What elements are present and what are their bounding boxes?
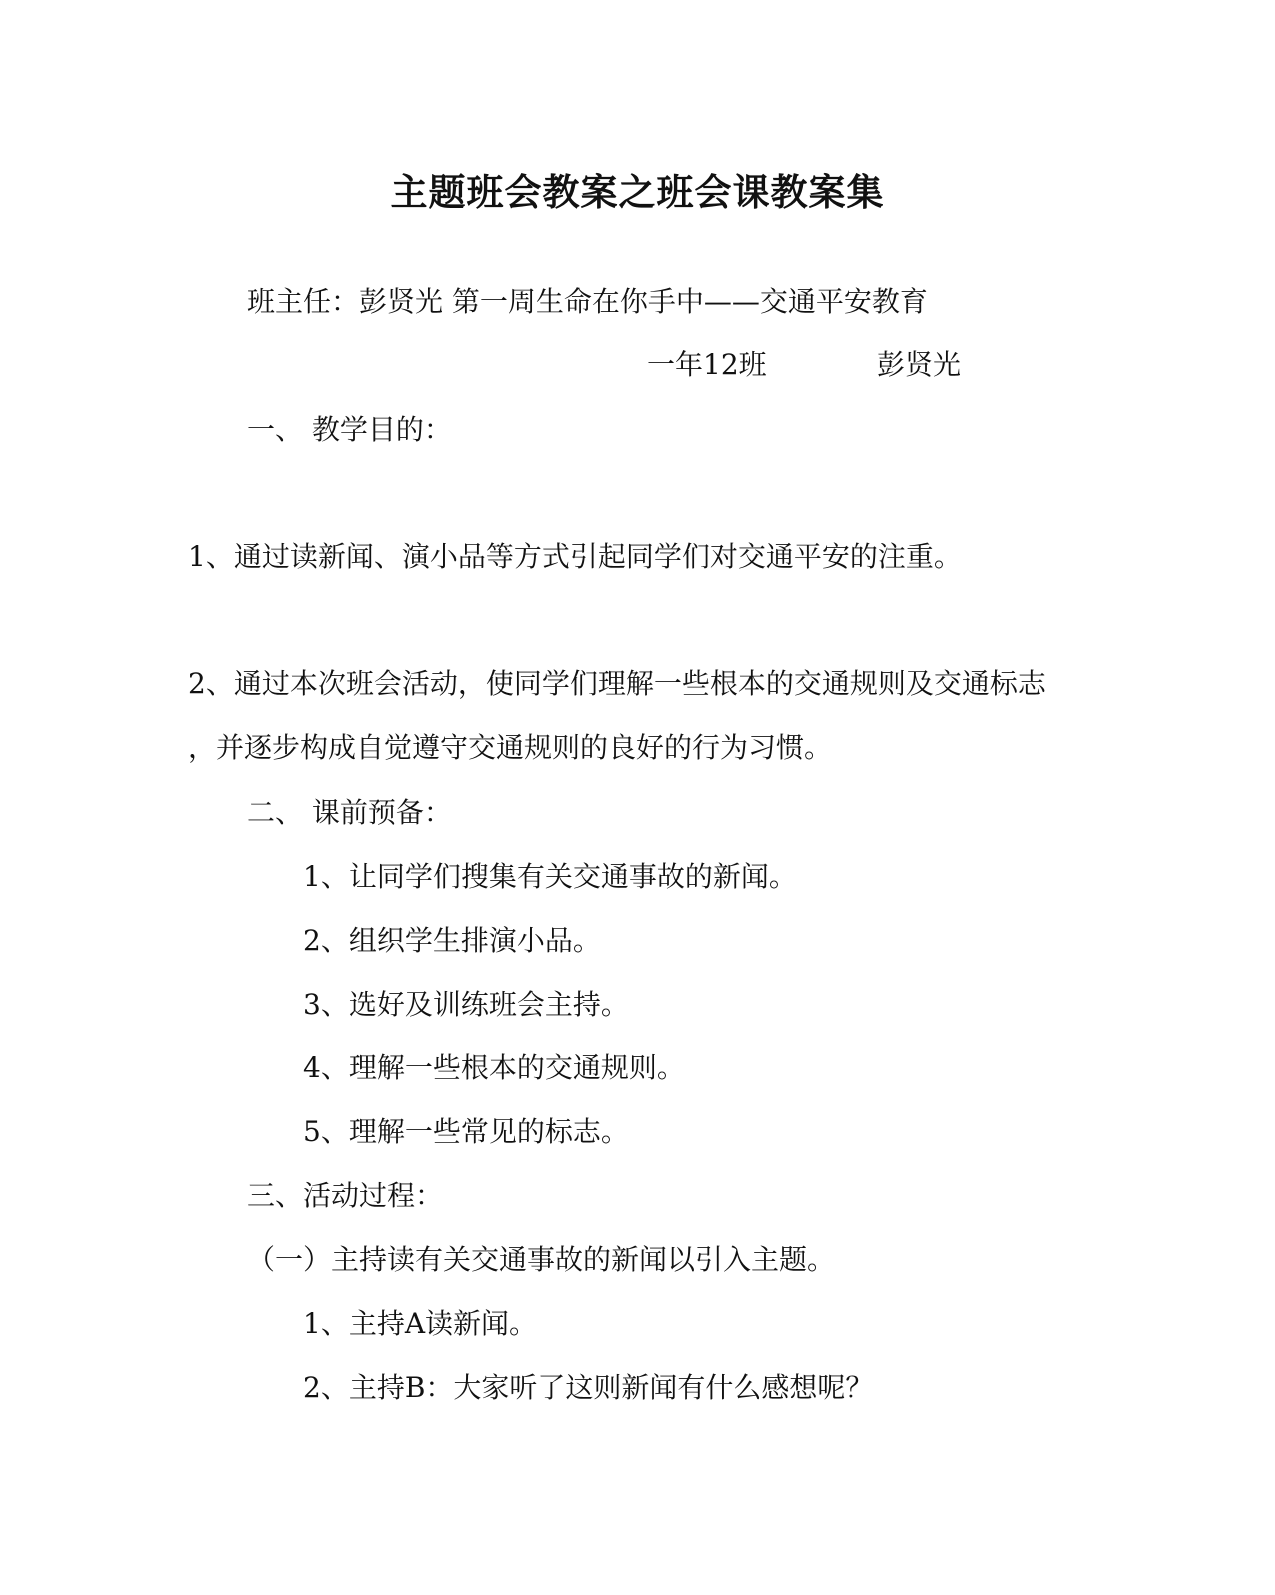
process-subheading: （一）主持读有关交通事故的新闻以引入主题。 — [247, 1243, 836, 1276]
preparation-item: 4、理解一些根本的交通规则。 — [303, 1051, 685, 1084]
class-name: 一年12班 — [647, 348, 767, 381]
preparation-item: 3、选好及训练班会主持。 — [303, 988, 629, 1021]
goal-item: 2、通过本次班会活动，使同学们理解一些根本的交通规则及交通标志 — [188, 667, 1046, 700]
teacher-name: 彭贤光 — [877, 348, 962, 381]
goal-item-continuation: ，并逐步构成自觉遵守交通规则的良好的行为习惯。 — [188, 731, 833, 764]
section-heading-preparation: 二、 课前预备： — [247, 796, 452, 829]
teacher-line: 班主任：彭贤光 第一周生命在你手中——交通平安教育 — [247, 285, 928, 318]
process-item: 2、主持B：大家听了这则新闻有什么感想呢？ — [303, 1371, 874, 1404]
preparation-item: 1、让同学们搜集有关交通事故的新闻。 — [303, 860, 797, 893]
preparation-item: 2、组织学生排演小品。 — [303, 924, 601, 957]
section-heading-process: 三、活动过程： — [247, 1179, 444, 1212]
goal-item: 1、通过读新闻、演小品等方式引起同学们对交通平安的注重。 — [188, 540, 962, 573]
document-title: 主题班会教案之班会课教案集 — [390, 170, 885, 214]
preparation-item: 5、理解一些常见的标志。 — [303, 1115, 629, 1148]
process-item: 1、主持A读新闻。 — [303, 1307, 538, 1340]
section-heading-goals: 一、 教学目的： — [247, 413, 452, 446]
